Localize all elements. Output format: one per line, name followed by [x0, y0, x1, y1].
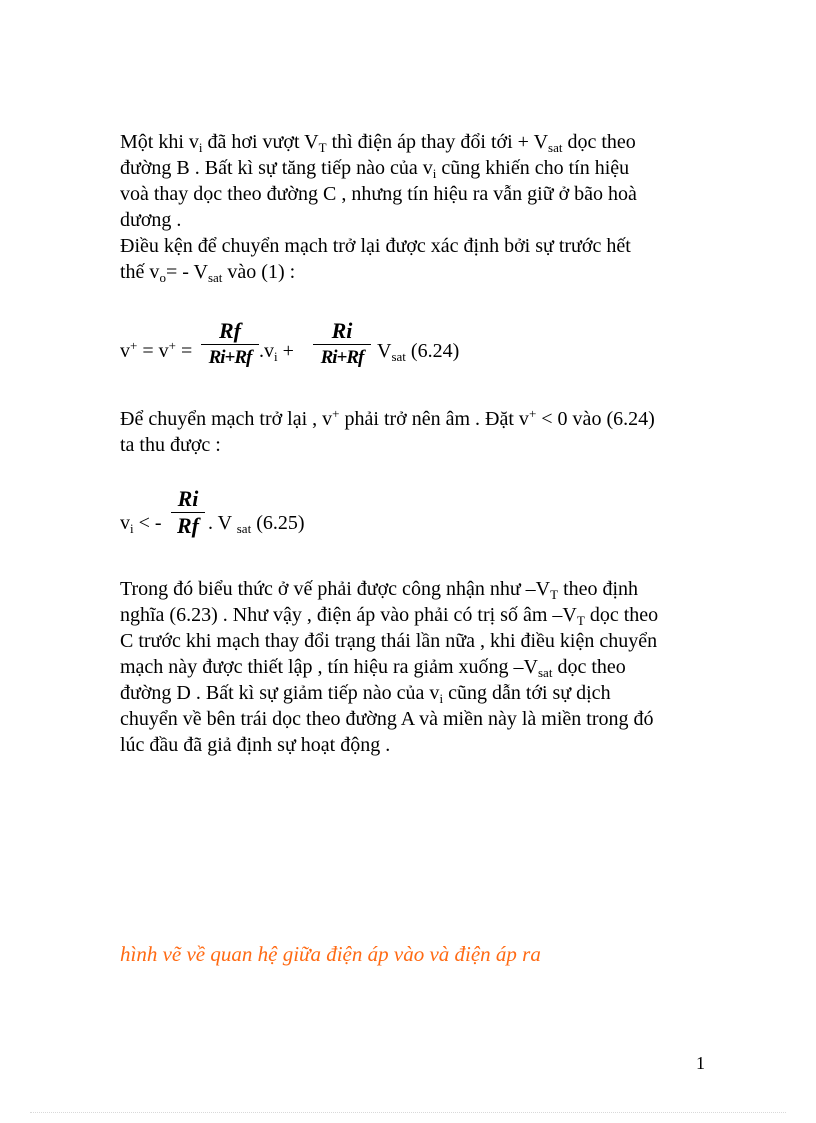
text-line: Một khi $v_i$ đã hơi vượt $V_T$ thì điện áp thay đổi tới + $V_{sat}$ dọc theo	[120, 131, 636, 155]
text-line: Điều kện để chuyển mạch trở lại được xác định bởi sự trước hết	[120, 235, 631, 257]
fraction-rf-over-sum: Rf Ri+Rf	[201, 318, 259, 371]
text-line: đường D . Bất kì sự giảm tiếp nào của $v_i$ cũng dẫn tới sự dịch	[120, 682, 611, 706]
equation-mid: $.v_i$ +	[259, 340, 294, 364]
figure-caption: hình vẽ về quan hệ giữa điện áp vào và điện áp ra	[120, 942, 541, 966]
text-line: nghĩa (6.23) . Như vậy , điện áp vào phải có trị số âm $-V_T$ dọc theo	[120, 604, 659, 628]
paragraph-3	[120, 576, 720, 758]
text-line: dương .	[120, 209, 182, 231]
fraction-ri-over-rf: Ri Rf	[171, 486, 205, 539]
text-line: C trước khi mạch thay đổi trạng thái lần nữa , khi điều kiện chuyển	[120, 630, 658, 652]
text-line: mạch này được thiết lập , tín hiệu ra giảm xuống $-V_{sat}$ dọc theo	[120, 656, 626, 680]
fraction-ri-over-sum: Ri Ri+Rf	[313, 318, 371, 371]
equation-tail: . V $_{sat}$ (6.25)	[208, 512, 305, 536]
text-line: thế $v_o= - V_{sat}$ vào (1) :	[120, 261, 296, 285]
page-bottom-divider	[30, 1112, 786, 1113]
equation-lhs: $v_i$ < -	[120, 512, 162, 536]
paragraph-2	[120, 406, 720, 458]
equation-lhs: v+ = v+ =	[120, 338, 193, 362]
text-line: ta thu được :	[120, 434, 221, 456]
text-line: Để chuyển mạch trở lại , v+ phải trở nên âm . Đặt v+ < 0 vào (6.24)	[120, 406, 655, 430]
text-line: chuyển về bên trái dọc theo đường A và miền này là miền trong đó	[120, 708, 654, 730]
text-line: voà thay dọc theo đường C , nhưng tín hiệu ra vẫn giữ ở bão hoà	[120, 183, 637, 205]
text-line: lúc đầu đã giả định sự hoạt động .	[120, 734, 391, 756]
text-line: Trong đó biểu thức ở vế phải được công nhận như $-V_T$ theo định	[120, 578, 639, 602]
paragraph-1	[120, 129, 720, 285]
text-line: đường B . Bất kì sự tăng tiếp nào của $v_i$ cũng khiến cho tín hiệu	[120, 157, 630, 181]
page-number: 1	[696, 1053, 705, 1073]
equation-tail: $V_{sat}$ (6.24)	[377, 340, 460, 364]
